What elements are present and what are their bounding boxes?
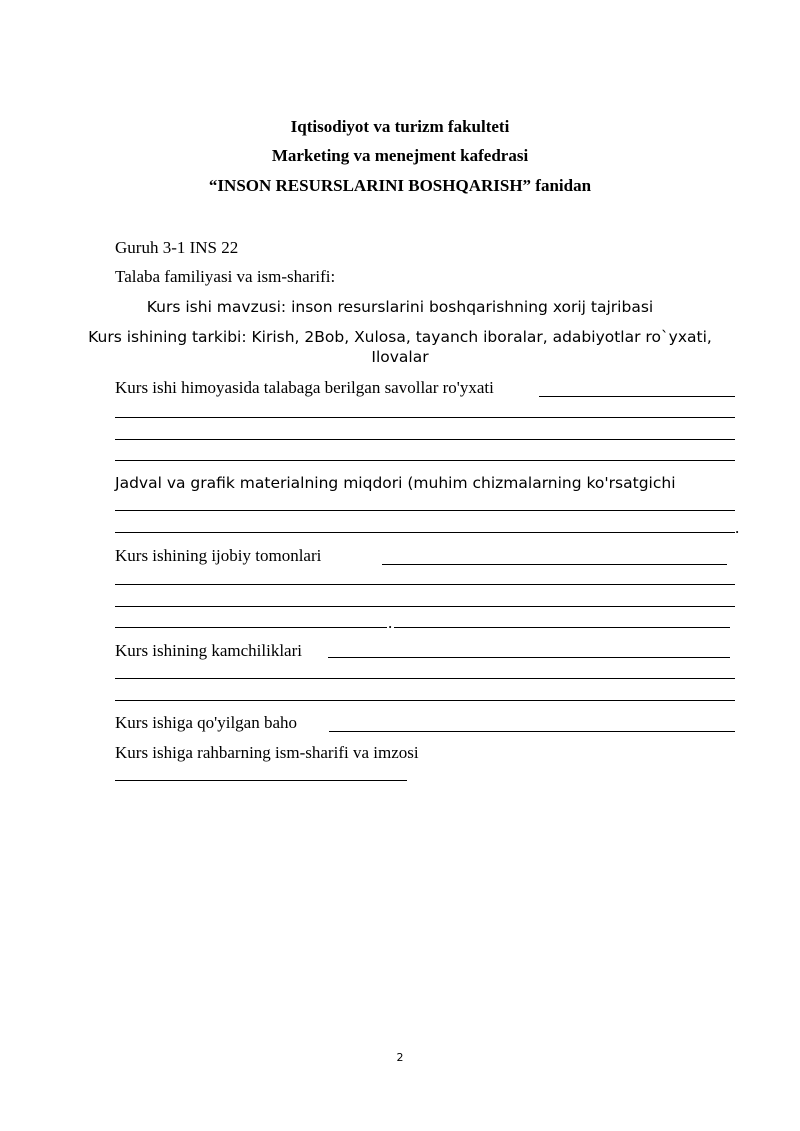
questions-fill-line bbox=[115, 439, 735, 440]
questions-fill-line bbox=[539, 396, 735, 397]
supervisor-signature-line bbox=[115, 780, 407, 781]
positives-fill-line bbox=[115, 584, 735, 585]
shortcomings-fill-line bbox=[115, 678, 735, 679]
topic-text: Kurs ishi mavzusi: inson resurslarini boshqarishning xorij tajribasi bbox=[146, 298, 654, 316]
positives-fill-line bbox=[115, 606, 735, 607]
materials-end-mark: . bbox=[735, 518, 740, 537]
student-name-label: Talaba familiyasi va ism-sharifi: bbox=[115, 267, 336, 286]
structure-text-line2: Ilovalar bbox=[371, 348, 429, 366]
positives-mid-mark: . bbox=[388, 613, 393, 632]
subject-title: “INSON RESURSLARINI BOSHQARISH” fanidan bbox=[208, 176, 592, 195]
questions-fill-line bbox=[115, 460, 735, 461]
department-title: Marketing va menejment kafedrasi bbox=[271, 146, 529, 165]
shortcomings-label: Kurs ishining kamchiliklari bbox=[115, 641, 302, 660]
faculty-title: Iqtisodiyot va turizm fakulteti bbox=[290, 117, 510, 136]
positives-fill-line bbox=[382, 564, 727, 565]
page-number: 2 bbox=[396, 1051, 404, 1064]
grade-label: Kurs ishiga qo'yilgan baho bbox=[115, 713, 298, 732]
positives-label: Kurs ishining ijobiy tomonlari bbox=[115, 546, 322, 565]
shortcomings-fill-line bbox=[328, 657, 730, 658]
materials-fill-line bbox=[115, 510, 735, 511]
supervisor-label: Kurs ishiga rahbarning ism-sharifi va imzosi bbox=[115, 743, 419, 762]
positives-fill-line bbox=[394, 627, 730, 628]
shortcomings-fill-line bbox=[115, 700, 735, 701]
grade-fill-line bbox=[329, 731, 735, 732]
positives-fill-line bbox=[115, 627, 387, 628]
group-label: Guruh 3-1 INS 22 bbox=[115, 238, 239, 257]
questions-fill-line bbox=[115, 417, 735, 418]
structure-text-line1: Kurs ishining tarkibi: Kirish, 2Bob, Xulosa, tayanch iboralar, adabiyotlar ro`yxati, bbox=[88, 328, 712, 346]
materials-label: Jadval va grafik materialning miqdori (muhim chizmalarning ko'rsatgichi bbox=[115, 474, 676, 492]
questions-label: Kurs ishi himoyasida talabaga berilgan savollar ro'yxati bbox=[115, 378, 494, 397]
materials-fill-line bbox=[115, 532, 735, 533]
